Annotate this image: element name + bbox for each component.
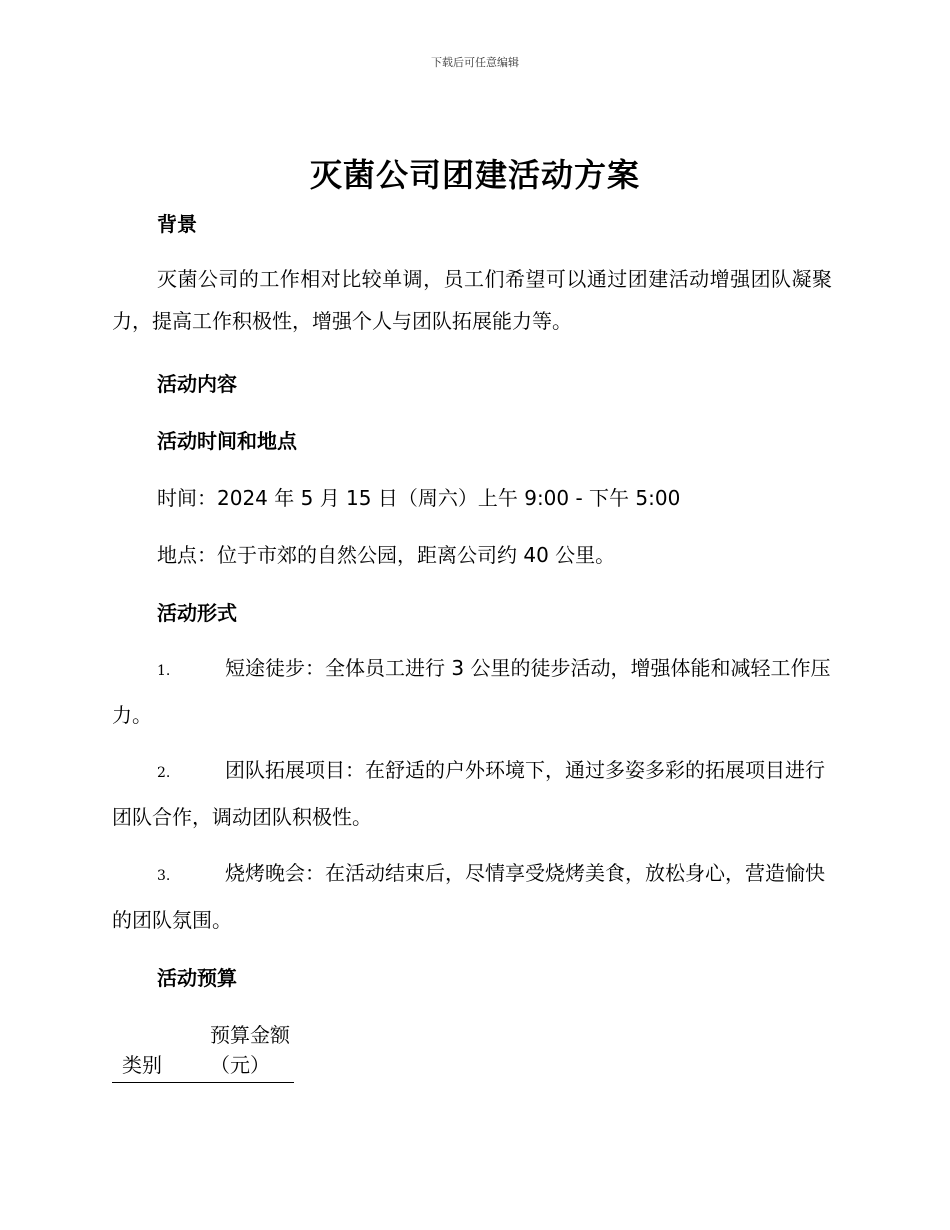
list-text: 团队拓展项目：在舒适的户外环境下，通过多姿多彩的拓展项目进行团队合作，调动团队积极性。 (112, 758, 825, 829)
budget-header-amount: 预算金额（元） (210, 1020, 294, 1083)
heading-budget: 活动预算 (157, 966, 237, 990)
heading-background: 背景 (157, 212, 197, 236)
heading-activity-form: 活动形式 (157, 601, 237, 625)
header-note: 下载后可任意编辑 (431, 56, 519, 69)
list-number: 2. (157, 765, 171, 781)
list-number: 1. (157, 663, 171, 679)
list-text: 短途徒步：全体员工进行 3 公里的徒步活动，增强体能和减轻工作压力。 (112, 656, 831, 727)
form-item-3 (112, 851, 832, 942)
background-paragraph: 灭菌公司的工作相对比较单调，员工们希望可以通过团建活动增强团队凝聚力，提高工作积极性，增强个人与团队拓展能力等。 (112, 267, 832, 333)
form-item-2 (112, 748, 832, 839)
activity-time: 时间：2024 年 5 月 15 日（周六）上午 9:00 - 下午 5:00 (157, 486, 681, 510)
activity-place: 地点：位于市郊的自然公园，距离公司约 40 公里。 (157, 543, 616, 567)
heading-activity-content: 活动内容 (157, 372, 237, 396)
list-number: 3. (157, 868, 171, 884)
budget-table-header-row (112, 1020, 294, 1083)
budget-header-category: 类别 (112, 1020, 210, 1083)
list-text: 烧烤晚会：在活动结束后，尽情享受烧烤美食，放松身心，营造愉快的团队氛围。 (112, 861, 825, 932)
budget-table (112, 1020, 294, 1083)
document-title: 灭菌公司团建活动方案 (309, 156, 640, 194)
form-item-1 (112, 646, 832, 737)
heading-time-place: 活动时间和地点 (157, 429, 297, 453)
